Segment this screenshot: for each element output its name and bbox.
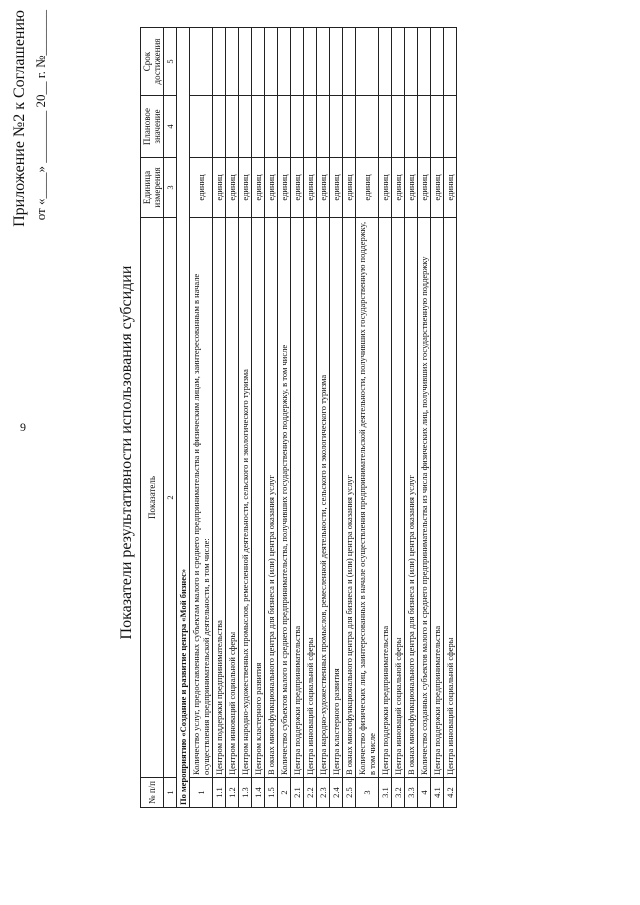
- col-header-num: № п/п: [141, 778, 164, 808]
- row-unit: единиц: [213, 158, 226, 218]
- col-header-indicator: Показатель: [141, 218, 164, 778]
- row-indicator: Центром народно-художественных промыслов, ремесленной деятельности, сельского и экологического туризма: [239, 218, 252, 778]
- table-row: [239, 28, 252, 808]
- row-plan-value: [239, 96, 252, 158]
- section-title: По мероприятию «Создание и развитие центра «Мой бизнес»: [177, 28, 190, 808]
- col-index: 2: [164, 218, 177, 778]
- row-deadline: [226, 28, 239, 96]
- row-deadline: [265, 28, 278, 96]
- row-plan-value: [213, 96, 226, 158]
- table-row: [304, 28, 317, 808]
- row-indicator: Центра поддержки предпринимательства: [431, 218, 444, 778]
- col-index: 1: [164, 778, 177, 808]
- row-plan-value: [265, 96, 278, 158]
- table-row: [213, 28, 226, 808]
- row-number: 4.1: [431, 778, 444, 808]
- row-indicator: Количество субъектов малого и среднего предпринимательства, получивших государственную поддержку, в том числе: [278, 218, 291, 778]
- row-indicator: Центра инноваций социальной сферы: [444, 218, 457, 778]
- row-unit: единиц: [431, 158, 444, 218]
- table-header-row: [141, 28, 164, 808]
- row-plan-value: [444, 96, 457, 158]
- row-deadline: [252, 28, 265, 96]
- row-plan-value: [278, 96, 291, 158]
- row-unit: единиц: [252, 158, 265, 218]
- row-unit: единиц: [239, 158, 252, 218]
- row-number: 3.2: [392, 778, 405, 808]
- row-deadline: [239, 28, 252, 96]
- row-plan-value: [291, 96, 304, 158]
- row-unit: единиц: [444, 158, 457, 218]
- col-index: 5: [164, 28, 177, 96]
- row-indicator: Центра инноваций социальной сферы: [304, 218, 317, 778]
- row-indicator: Центра кластерного развития: [330, 218, 343, 778]
- row-unit: единиц: [356, 158, 379, 218]
- row-deadline: [405, 28, 418, 96]
- row-number: 2.1: [291, 778, 304, 808]
- table-row: [379, 28, 392, 808]
- row-number: 1.5: [265, 778, 278, 808]
- row-deadline: [356, 28, 379, 96]
- row-indicator: В окнах многофункционального центра для бизнеса и (или) центра оказания услуг: [343, 218, 356, 778]
- row-deadline: [379, 28, 392, 96]
- row-number: 2: [278, 778, 291, 808]
- row-plan-value: [431, 96, 444, 158]
- col-header-deadline: Срок достижения: [141, 28, 164, 96]
- row-unit: единиц: [291, 158, 304, 218]
- row-number: 2.5: [343, 778, 356, 808]
- table-row: [418, 28, 431, 808]
- row-number: 1: [190, 778, 213, 808]
- row-deadline: [392, 28, 405, 96]
- row-deadline: [317, 28, 330, 96]
- row-number: 1.2: [226, 778, 239, 808]
- row-plan-value: [356, 96, 379, 158]
- row-deadline: [444, 28, 457, 96]
- row-plan-value: [330, 96, 343, 158]
- indicators-table: [140, 27, 457, 808]
- row-deadline: [431, 28, 444, 96]
- row-unit: единиц: [343, 158, 356, 218]
- row-number: 1.1: [213, 778, 226, 808]
- agreement-date-line: от «____» ________ 20__ г. №_______: [33, 10, 48, 221]
- row-number: 3.1: [379, 778, 392, 808]
- row-deadline: [304, 28, 317, 96]
- row-plan-value: [405, 96, 418, 158]
- row-indicator: Центром поддержки предпринимательства: [213, 218, 226, 778]
- row-unit: единиц: [379, 158, 392, 218]
- table-row: [392, 28, 405, 808]
- table-row: [330, 28, 343, 808]
- row-number: 4: [418, 778, 431, 808]
- row-deadline: [343, 28, 356, 96]
- row-deadline: [418, 28, 431, 96]
- row-unit: единиц: [190, 158, 213, 218]
- row-plan-value: [418, 96, 431, 158]
- col-index: 3: [164, 158, 177, 218]
- row-plan-value: [343, 96, 356, 158]
- table-row: [444, 28, 457, 808]
- row-unit: единиц: [392, 158, 405, 218]
- row-plan-value: [252, 96, 265, 158]
- row-unit: единиц: [317, 158, 330, 218]
- row-number: 4.2: [444, 778, 457, 808]
- table-row: [343, 28, 356, 808]
- row-plan-value: [317, 96, 330, 158]
- table-row: [291, 28, 304, 808]
- row-unit: единиц: [418, 158, 431, 218]
- col-header-unit: Единица измерения: [141, 158, 164, 218]
- row-indicator: В окнах многофункционального центра для бизнеса и (или) центра оказания услуг: [405, 218, 418, 778]
- row-unit: единиц: [405, 158, 418, 218]
- row-number: 3.3: [405, 778, 418, 808]
- row-indicator: Центром инноваций социальной сферы: [226, 218, 239, 778]
- table-row: [190, 28, 213, 808]
- row-plan-value: [379, 96, 392, 158]
- row-number: 2.2: [304, 778, 317, 808]
- row-plan-value: [392, 96, 405, 158]
- row-deadline: [190, 28, 213, 96]
- row-unit: единиц: [226, 158, 239, 218]
- appendix-label: Приложение №2 к Соглашению: [11, 10, 28, 227]
- row-deadline: [213, 28, 226, 96]
- row-unit: единиц: [265, 158, 278, 218]
- row-plan-value: [304, 96, 317, 158]
- row-indicator: Количество физических лиц, заинтересованных в начале осуществления предпринимательской деятельности, получивших государственную поддержку, в том числе: [356, 218, 379, 778]
- row-deadline: [330, 28, 343, 96]
- row-number: 1.4: [252, 778, 265, 808]
- row-indicator: Центра поддержки предпринимательства: [379, 218, 392, 778]
- column-index-row: [164, 28, 177, 808]
- row-indicator: В окнах многофункционального центра для бизнеса и (или) центра оказания услуг: [265, 218, 278, 778]
- row-unit: единиц: [278, 158, 291, 218]
- row-indicator: Количество созданных субъектов малого и среднего предпринимательства из числа физических лиц, получивших государственную поддержку: [418, 218, 431, 778]
- page-number: 9: [20, 420, 26, 434]
- row-unit: единиц: [304, 158, 317, 218]
- row-indicator: Количество услуг, предоставленных субъектам малого и среднего предпринимательства и физическим лицам, заинтересованным в начале осуществления предпринимательской деятельности, в том числе:: [190, 218, 213, 778]
- table-row: [278, 28, 291, 808]
- row-number: 1.3: [239, 778, 252, 808]
- col-header-plan: Плановое значение: [141, 96, 164, 158]
- row-deadline: [291, 28, 304, 96]
- col-index: 4: [164, 96, 177, 158]
- row-deadline: [278, 28, 291, 96]
- row-number: 2.4: [330, 778, 343, 808]
- section-row: [177, 28, 190, 808]
- document-header: [10, 10, 50, 227]
- table-row: [317, 28, 330, 808]
- row-indicator: Центром кластерного развития: [252, 218, 265, 778]
- document-title: Показатели результативности использования субсидии: [118, 265, 135, 640]
- table-row: [252, 28, 265, 808]
- table-row: [356, 28, 379, 808]
- row-indicator: Центра народно-художественных промыслов, ремесленной деятельности, сельского и экологического туризма: [317, 218, 330, 778]
- row-indicator: Центра инноваций социальной сферы: [392, 218, 405, 778]
- row-indicator: Центра поддержки предпринимательства: [291, 218, 304, 778]
- row-plan-value: [190, 96, 213, 158]
- table-row: [265, 28, 278, 808]
- table-row: [431, 28, 444, 808]
- table-row: [226, 28, 239, 808]
- row-plan-value: [226, 96, 239, 158]
- row-number: 3: [356, 778, 379, 808]
- table-row: [405, 28, 418, 808]
- row-number: 2.3: [317, 778, 330, 808]
- row-unit: единиц: [330, 158, 343, 218]
